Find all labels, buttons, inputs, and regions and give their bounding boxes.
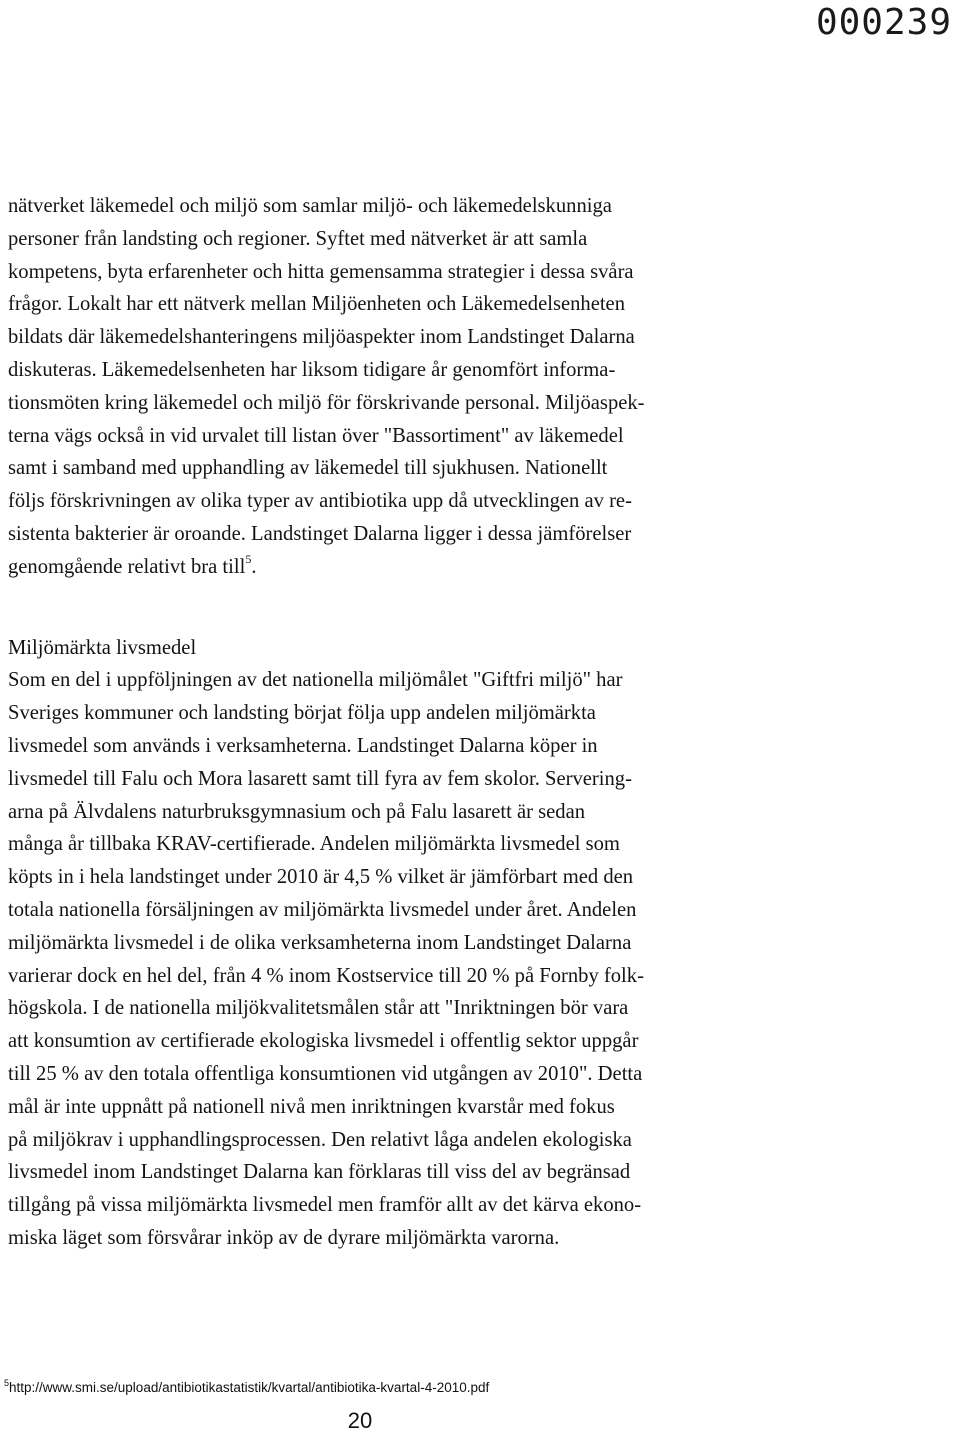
text-line: tillgång på vissa miljömärkta livsmedel men framför allt av det kärva ekono- [8,1194,642,1217]
paragraph-pharmaceutical-network [8,190,708,584]
text-line: totala nationella försäljningen av miljömärkta livsmedel under året. Andelen [8,898,637,921]
footnote-reference: 5 [245,551,252,566]
text-line: nätverket läkemedel och miljö som samlar miljö- och läkemedelskunniga [8,195,612,217]
text-line: diskuteras. Läkemedelsenheten har liksom tidigare år genomfört informa- [8,358,616,381]
text-line: miljömärkta livsmedel i de olika verksamheterna inom Landstinget Dalarna [8,931,632,954]
text-line: på miljökrav i upphandlingsprocessen. Den relativt låga andelen ekologiska [8,1128,632,1151]
section-heading: Miljömärkta livsmedel [8,636,197,659]
text-line: samt i samband med upphandling av läkemedel till sjukhusen. Nationellt [8,457,608,480]
document-stamp-number: 000239 [815,2,952,43]
text-line: livsmedel som används i verksamheterna. Landstinget Dalarna köper in [8,734,598,757]
page-number: 20 [347,1408,373,1433]
text-line: sistenta bakterier är oroande. Landstinget Dalarna ligger i dessa jämförelser [8,522,632,545]
text-line: Som en del i uppföljningen av det nationella miljömålet "Giftfri miljö" har [8,669,623,692]
text-line: kompetens, byta erfarenheter och hitta gemensamma strategier i dessa svåra [8,260,634,283]
footnote-marker: 5 [4,1377,10,1388]
text-line: miska läget som försvårar inköp av de dyrare miljömärkta varorna. [8,1226,560,1249]
text-line: bildats där läkemedelshanteringens miljöaspekter inom Landstinget Dalarna [8,326,635,349]
text-line: Sveriges kommuner och landsting börjat följa upp andelen miljömärkta [8,702,596,725]
text-line: frågor. Lokalt har ett nätverk mellan Miljöenheten och Läkemedelsenheten [8,293,625,316]
text-line: livsmedel till Falu och Mora lasarett samt till fyra av fem skolor. Servering- [8,767,632,790]
paragraph-eco-labelled-food [8,664,708,1254]
footnote-url: http://www.smi.se/upload/antibiotikastatistik/kvartal/antibiotika-kvartal-4-2010.pdf [9,1380,490,1395]
text-line: terna vägs också in vid urvalet till listan över "Bassortiment" av läkemedel [8,424,624,447]
footnote [4,1377,490,1395]
text-line: varierar dock en hel del, från 4 % inom Kostservice till 20 % på Fornby folk- [8,964,644,987]
last-line-text: genomgående relativt bra till [8,555,246,578]
text-line: livsmedel inom Landstinget Dalarna kan förklaras till viss del av begränsad [8,1161,631,1184]
last-line-period: . [251,555,257,578]
text-line: högskola. I de nationella miljökvalitetsmålen står att "Inriktningen bör vara [8,997,629,1020]
text-line: tionsmöten kring läkemedel och miljö för förskrivande personal. Miljöaspek- [8,391,645,414]
page-content [8,190,708,1255]
text-line: många år tillbaka KRAV-certifierade. Andelen miljömärkta livsmedel som [8,833,620,856]
text-line: till 25 % av den totala offentliga konsumtionen vid utgången av 2010". Detta [8,1062,643,1085]
text-line: följs förskrivningen av olika typer av antibiotika upp då utvecklingen av re- [8,490,632,513]
text-line: personer från landsting och regioner. Syftet med nätverket är att samla [8,227,588,250]
text-line: mål är inte uppnått på nationell nivå men inriktningen kvarstår med fokus [8,1095,615,1118]
text-line: att konsumtion av certifierade ekologiska livsmedel i offentlig sektor uppgår [8,1030,639,1053]
text-line-last [8,551,708,584]
text-line: köpts in i hela landstinget under 2010 är 4,5 % vilket är jämförbart med den [8,866,634,889]
text-line: arna på Älvdalens naturbruksgymnasium och på Falu lasarett är sedan [8,800,586,823]
